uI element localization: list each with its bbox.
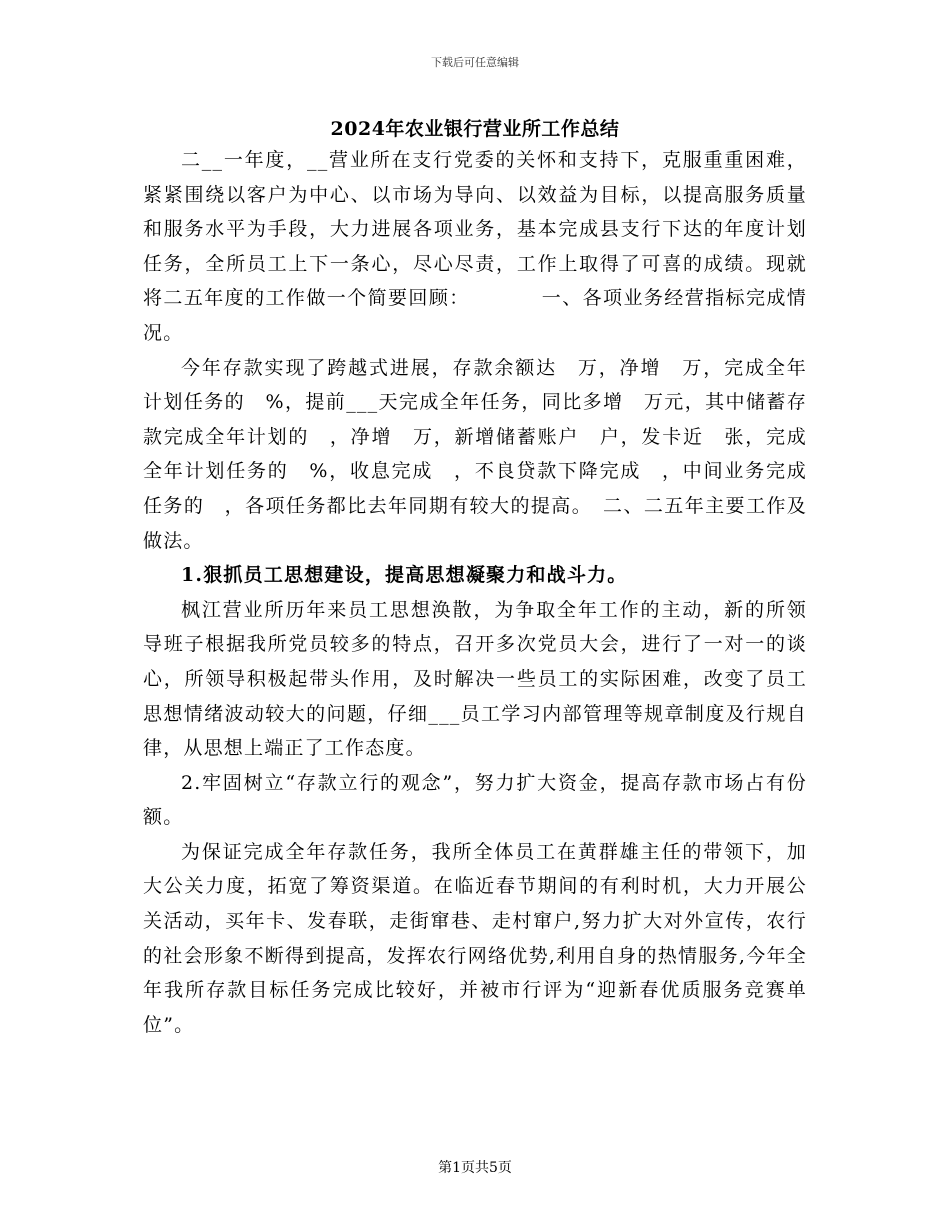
paragraph-deposit-results: 今年存款实现了跨越式进展，存款余额达 万，净增 万，完成全年计划任务的 %，提前___天完成全年任务，同比多增 万元，其中储蓄存款完成全年计划的 ，净增 万，新增储蓄账户 户，发卡近 张，完成全年计划任务的 %，收息完成 ，不良贷款下降完成 ，中间业务完成任务的 ，各项任务都比去年同期有较大的提高。 二、二五年主要工作及做法。: [143, 356, 807, 552]
paragraph-deposit-tasks: 为保证完成全年存款任务，我所全体员工在黄群雄主任的带领下，加大公关力度，拓宽了筹资渠道。在临近春节期间的有利时机，大力开展公关活动，买年卡、发春联，走街窜巷、走村窜户,努力扩大对外宣传，农行的社会形象不断得到提高，发挥农行网络优势,利用自身的热情服务,今年全年我所存款目标任务完成比较好，并被市行评为“迎新春优质服务竞赛单位”。: [143, 840, 807, 1036]
document-title: 2024年农业银行营业所工作总结: [330, 118, 620, 140]
download-note: 下载后可任意编辑: [431, 56, 519, 69]
paragraph-staff-thought: 枫江营业所历年来员工思想涣散，为争取全年工作的主动，新的所领导班子根据我所党员较多的特点，召开多次党员大会，进行了一对一的谈心，所领导积极起带头作用，及时解决一些员工的实际困难，改变了员工思想情绪波动较大的问题，仔细___员工学习内部管理等规章制度及行规自律，从思想上端正了工作态度。: [143, 598, 807, 760]
section-heading-2: 2.牢固树立“存款立行的观念”，努力扩大资金，提高存款市场占有份额。: [143, 771, 807, 829]
document-body: [143, 143, 807, 1042]
section-heading-1: 1.狠抓员工思想建设，提高思想凝聚力和战斗力。: [181, 564, 628, 587]
page-number: 第1页共5页: [438, 1160, 512, 1176]
paragraph-intro: 二__一年度，__营业所在支行党委的关怀和支持下，克服重重困难，紧紧围绕以客户为中心、以市场为导向、以效益为目标，以提高服务质量和服务水平为手段，大力进展各项业务，基本完成县支行下达的年度计划任务，全所员工上下一条心，尽心尽责，工作上取得了可喜的成绩。现就将二五年度的工作做一个简要回顾： 一、各项业务经营指标完成情况。: [143, 149, 807, 344]
